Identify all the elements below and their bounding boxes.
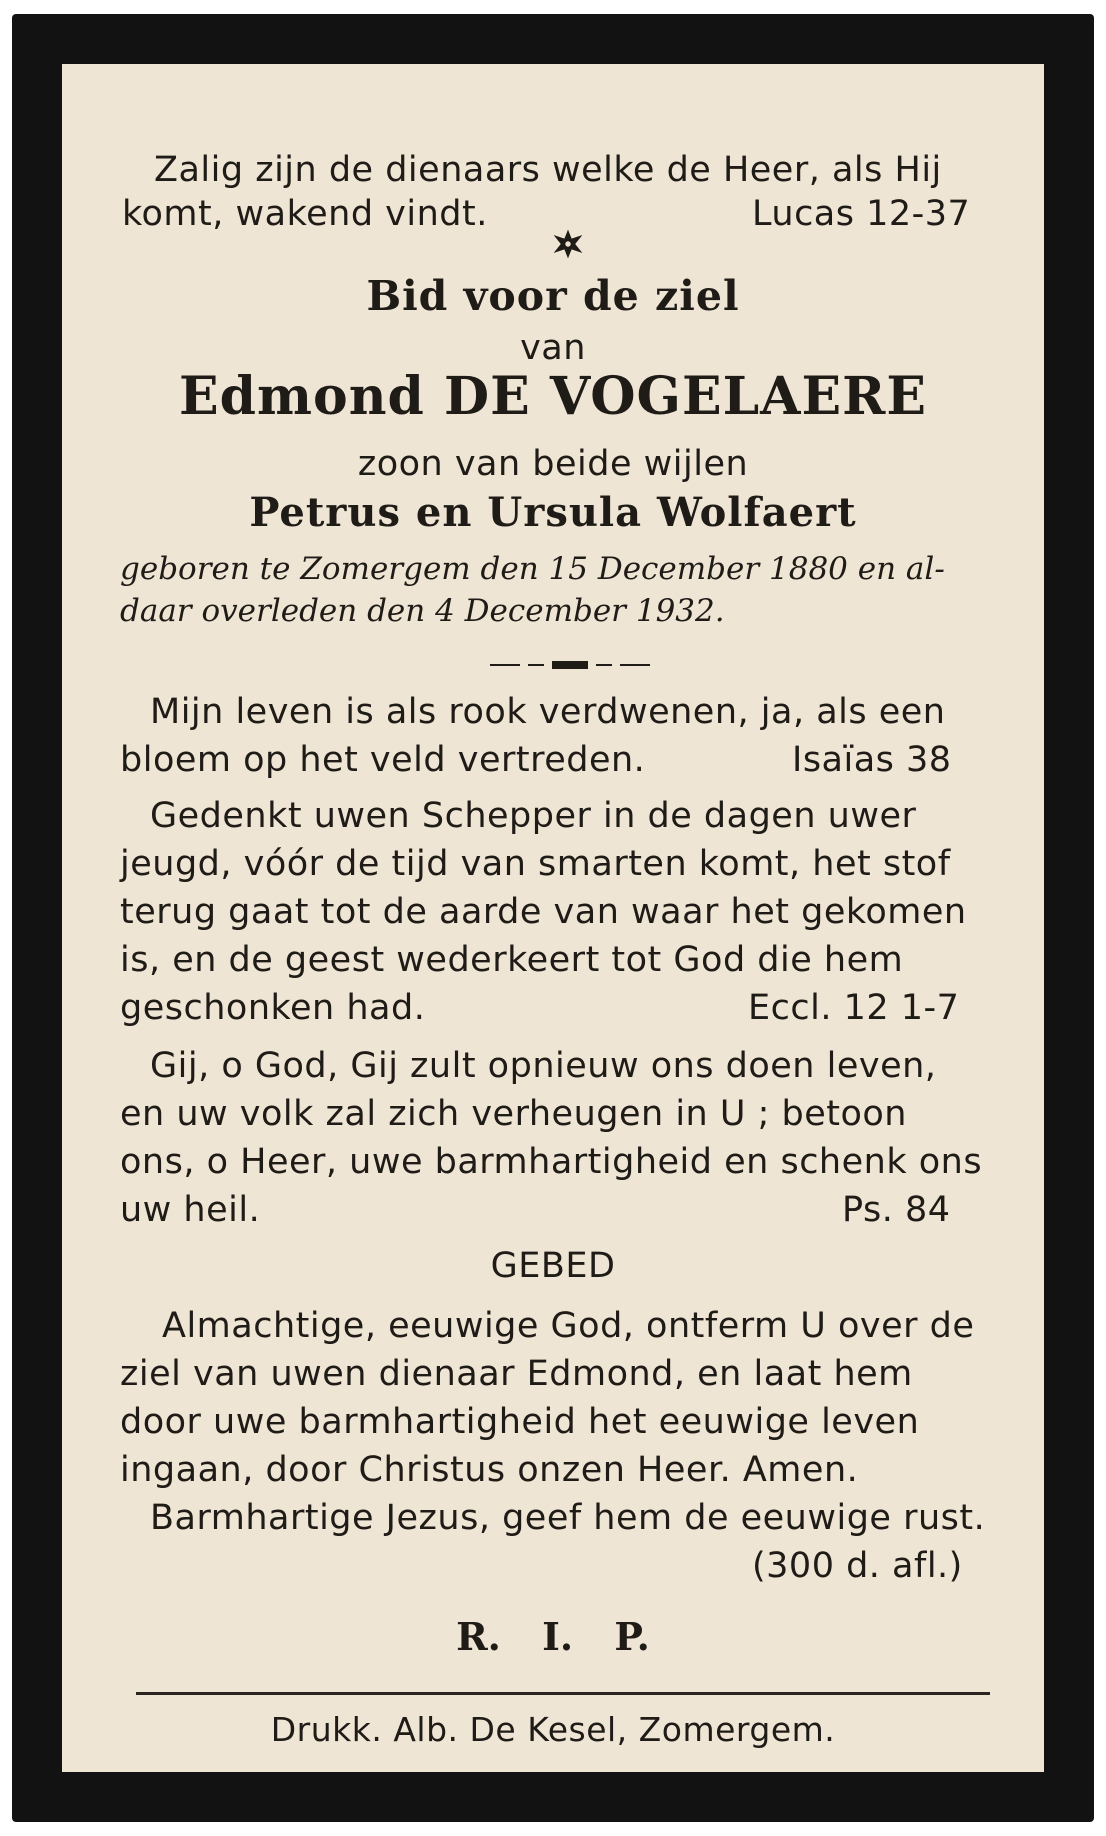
- verse-1-reference: Isaïas 38: [792, 740, 952, 780]
- verse-1-line-2: bloem op het veld vertreden.: [120, 740, 646, 780]
- verse-2-reference: Eccl. 12 1-7: [748, 988, 960, 1028]
- prayer-line-3: door uwe barmhartigheid het eeuwige leven: [120, 1402, 920, 1442]
- verse-2-line-5: geschonken had.: [120, 988, 426, 1028]
- deceased-name: Edmond DE VOGELAERE: [179, 366, 927, 427]
- prayer-line-1: Almachtige, eeuwige God, ontferm U over de: [162, 1306, 975, 1346]
- epigraph-line-2: komt, wakend vindt.: [122, 194, 488, 234]
- cross-icon: [550, 226, 586, 262]
- verse-2-line-2: jeugd, vóór de tijd van smarten komt, het stof: [120, 844, 951, 884]
- parents-names: Petrus en Ursula Wolfaert: [249, 489, 857, 536]
- verse-1-line-1: Mijn leven is als rook verdwenen, ja, als een: [150, 692, 946, 732]
- verse-3-reference: Ps. 84: [842, 1190, 951, 1230]
- verse-2-line-4: is, en de geest wederkeert tot God die hem: [120, 940, 904, 980]
- birth-line-1: geboren te Zomergem den 15 December 1880 en al-: [120, 551, 945, 587]
- verse-3-line-4: uw heil.: [120, 1190, 261, 1230]
- mourning-card: [62, 64, 1044, 1772]
- son-of-label: zoon van beide wijlen: [357, 444, 749, 484]
- verse-2-line-3: terug gaat tot de aarde van waar het gekomen: [120, 892, 967, 932]
- verse-3-line-2: en uw volk zal zich verheugen in U ; betoon: [120, 1094, 907, 1134]
- birth-line-2: daar overleden den 4 December 1932.: [120, 593, 725, 629]
- verse-2-line-1: Gedenkt uwen Schepper in de dagen uwer: [150, 796, 917, 836]
- rip-inscription: R. I. P.: [456, 1614, 650, 1659]
- prayer-title: GEBED: [490, 1246, 616, 1286]
- van-label: van: [520, 328, 586, 368]
- indulgence-note: (300 d. afl.): [752, 1546, 963, 1586]
- printer-divider: [136, 1692, 990, 1695]
- verse-3-line-3: ons, o Heer, uwe barmhartigheid en schenk ons: [120, 1142, 983, 1182]
- prayer-line-4: ingaan, door Christus onzen Heer. Amen.: [120, 1450, 859, 1490]
- epigraph-line-1: Zalig zijn de dienaars welke de Heer, als Hij: [154, 150, 942, 190]
- prayer-line-2: ziel van uwen dienaar Edmond, en laat hem: [120, 1354, 913, 1394]
- printer-credit: Drukk. Alb. De Kesel, Zomergem.: [270, 1710, 836, 1749]
- verse-3-line-1: Gij, o God, Gij zult opnieuw ons doen leven,: [150, 1046, 937, 1086]
- prayer-line-5: Barmhartige Jezus, geef hem de eeuwige rust.: [150, 1498, 986, 1538]
- pray-for-soul-title: Bid voor de ziel: [366, 272, 740, 320]
- mourning-card-border: [12, 14, 1094, 1822]
- divider-ornament: [490, 659, 650, 671]
- epigraph-reference: Lucas 12-37: [752, 194, 971, 234]
